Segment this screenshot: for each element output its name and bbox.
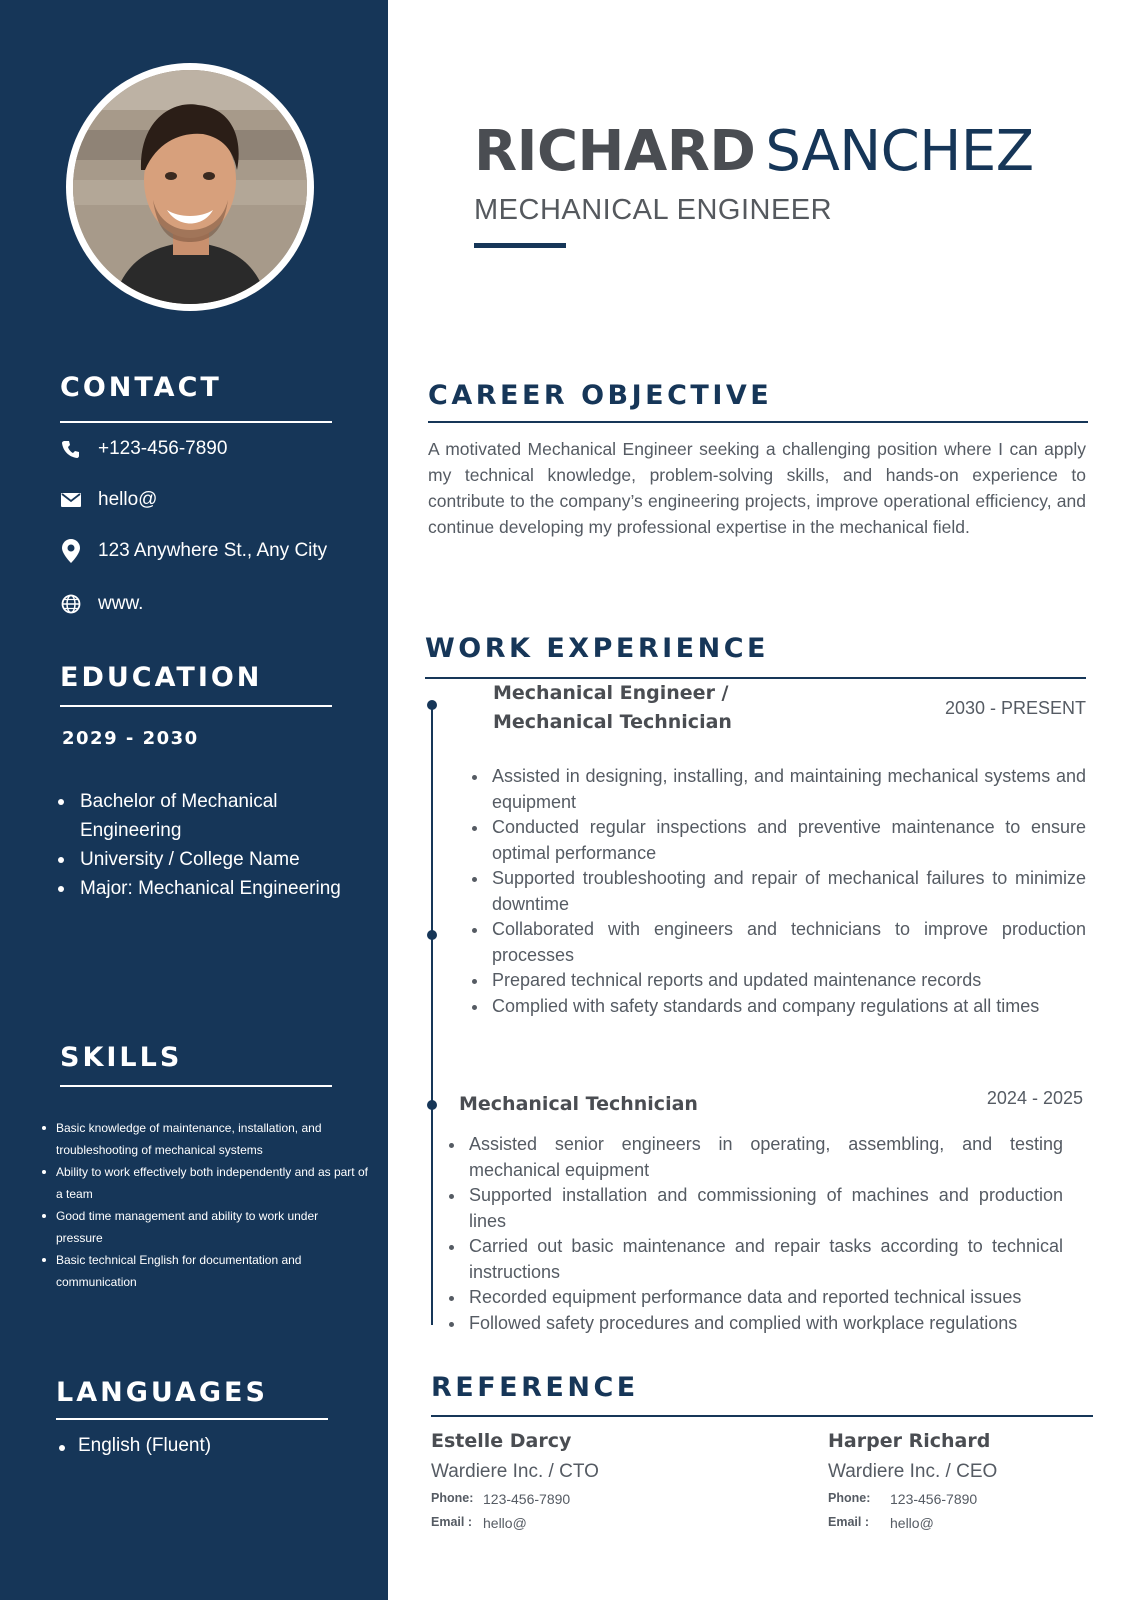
- skill-item: Basic technical English for documentation and communication: [38, 1249, 368, 1293]
- globe-icon: [60, 593, 82, 615]
- contact-divider: [60, 421, 332, 423]
- skill-item: Good time management and ability to work under pressure: [38, 1205, 368, 1249]
- reference-company: Wardiere Inc. / CTO: [431, 1461, 599, 1482]
- job-1-role-line2: Mechanical Technician: [493, 711, 732, 733]
- phone-label: Phone:: [828, 1491, 871, 1505]
- profile-photo: [66, 63, 314, 311]
- objective-heading: CAREER OBJECTIVE: [428, 380, 773, 411]
- reference-card: [828, 1430, 1128, 1531]
- job-2-bullets: [445, 1132, 1063, 1336]
- timeline-dot: [427, 930, 437, 940]
- phone-icon: [60, 438, 82, 460]
- phone-label: Phone:: [431, 1491, 474, 1505]
- skills-heading: SKILLS: [60, 1042, 183, 1073]
- education-item: Major: Mechanical Engineering: [56, 874, 346, 903]
- education-list: [56, 787, 346, 903]
- sidebar: [0, 0, 388, 1600]
- reference-name: Harper Richard: [828, 1430, 991, 1452]
- job-bullet: Collaborated with engineers and technicians to improve production processes: [468, 917, 1086, 968]
- job-bullet: Conducted regular inspections and preventive maintenance to ensure optimal performance: [468, 815, 1086, 866]
- education-divider: [60, 705, 332, 707]
- reference-card: [431, 1430, 731, 1531]
- objective-divider: [428, 421, 1088, 423]
- reference-phone: [828, 1491, 1128, 1507]
- last-name: SANCHEZ: [765, 119, 1034, 184]
- contact-website[interactable]: [60, 593, 143, 615]
- experience-timeline: [431, 705, 433, 1325]
- job-bullet: Prepared technical reports and updated maintenance records: [468, 968, 1086, 994]
- email-label: Email :: [828, 1515, 869, 1529]
- job-2-dates: 2024 - 2025: [986, 1088, 1083, 1108]
- reference-divider: [431, 1415, 1093, 1417]
- contact-website-text: www.: [98, 593, 144, 614]
- education-item: University / College Name: [56, 845, 346, 874]
- reference-heading: REFERENCE: [431, 1372, 639, 1403]
- timeline-dot: [427, 1100, 437, 1110]
- languages-list: [56, 1435, 211, 1457]
- reference-phone: [431, 1491, 731, 1507]
- experience-heading: WORK EXPERIENCE: [425, 633, 769, 664]
- email-label: Email :: [431, 1515, 472, 1529]
- reference-email: [828, 1515, 1128, 1531]
- job-2-role: Mechanical Technician: [459, 1093, 698, 1115]
- contact-email[interactable]: [60, 489, 157, 511]
- job-1-role: [493, 679, 732, 737]
- reference-email: [431, 1515, 731, 1531]
- job-bullet: Supported installation and commissioning of machines and production lines: [445, 1183, 1063, 1234]
- objective-text: A motivated Mechanical Engineer seeking a challenging position where I can apply my technical knowledge, problem-solving skills, and hands-on experience to contribute to the company’s engineering projects, improve operational efficiency, and continue developing my professional expertise in the mechanical field.: [428, 439, 1086, 537]
- portrait-image: [73, 70, 307, 304]
- reference-name: Estelle Darcy: [431, 1430, 572, 1452]
- main-content: [388, 0, 1131, 1600]
- job-bullet: Carried out basic maintenance and repair tasks according to technical instructions: [445, 1234, 1063, 1285]
- location-icon: [60, 540, 82, 562]
- job-1-role-line1: Mechanical Engineer /: [493, 682, 729, 704]
- reference-email-value[interactable]: hello@: [483, 1515, 527, 1531]
- job-bullet: Assisted in designing, installing, and maintaining mechanical systems and equipment: [468, 764, 1086, 815]
- languages-divider: [56, 1418, 328, 1420]
- contact-heading: CONTACT: [60, 372, 222, 403]
- timeline-dot: [427, 700, 437, 710]
- contact-phone-text: +123-456-7890: [98, 438, 228, 459]
- reference-phone-value[interactable]: 123-456-7890: [483, 1491, 571, 1507]
- job-bullet: Supported troubleshooting and repair of mechanical failures to minimize downtime: [468, 866, 1086, 917]
- languages-heading: LANGUAGES: [56, 1377, 268, 1408]
- job-1-bullets: [468, 764, 1086, 1019]
- skill-item: Ability to work effectively both independently and as part of a team: [38, 1161, 368, 1205]
- reference-email-value[interactable]: hello@: [890, 1515, 934, 1531]
- education-years: 2029 - 2030: [62, 728, 199, 749]
- contact-phone[interactable]: [60, 438, 227, 460]
- skills-list: [38, 1117, 368, 1293]
- job-bullet: Recorded equipment performance data and reported technical issues: [445, 1285, 1063, 1311]
- job-bullet: Complied with safety standards and company regulations at all times: [468, 994, 1086, 1020]
- skills-divider: [60, 1085, 332, 1087]
- candidate-name: [474, 118, 1034, 185]
- first-name: RICHARD: [474, 119, 756, 184]
- contact-address-text: 123 Anywhere St., Any City: [98, 540, 328, 561]
- education-item: Bachelor of Mechanical Engineering: [56, 787, 346, 845]
- title-underline: [474, 243, 566, 248]
- job-bullet: Followed safety procedures and complied with workplace regulations: [445, 1311, 1063, 1337]
- skill-item: Basic knowledge of maintenance, installation, and troubleshooting of mechanical systems: [38, 1117, 368, 1161]
- job-bullet: Assisted senior engineers in operating, assembling, and testing mechanical equipment: [445, 1132, 1063, 1183]
- reference-phone-value[interactable]: 123-456-7890: [890, 1491, 978, 1507]
- job-1-dates: 2030 - PRESENT: [944, 698, 1086, 718]
- education-heading: EDUCATION: [60, 662, 263, 693]
- contact-email-text: hello@: [98, 489, 158, 510]
- job-title: MECHANICAL ENGINEER: [474, 194, 833, 226]
- language-item: English (Fluent): [56, 1435, 211, 1457]
- email-icon: [60, 489, 82, 511]
- contact-address: [60, 540, 327, 562]
- reference-company: Wardiere Inc. / CEO: [828, 1461, 998, 1482]
